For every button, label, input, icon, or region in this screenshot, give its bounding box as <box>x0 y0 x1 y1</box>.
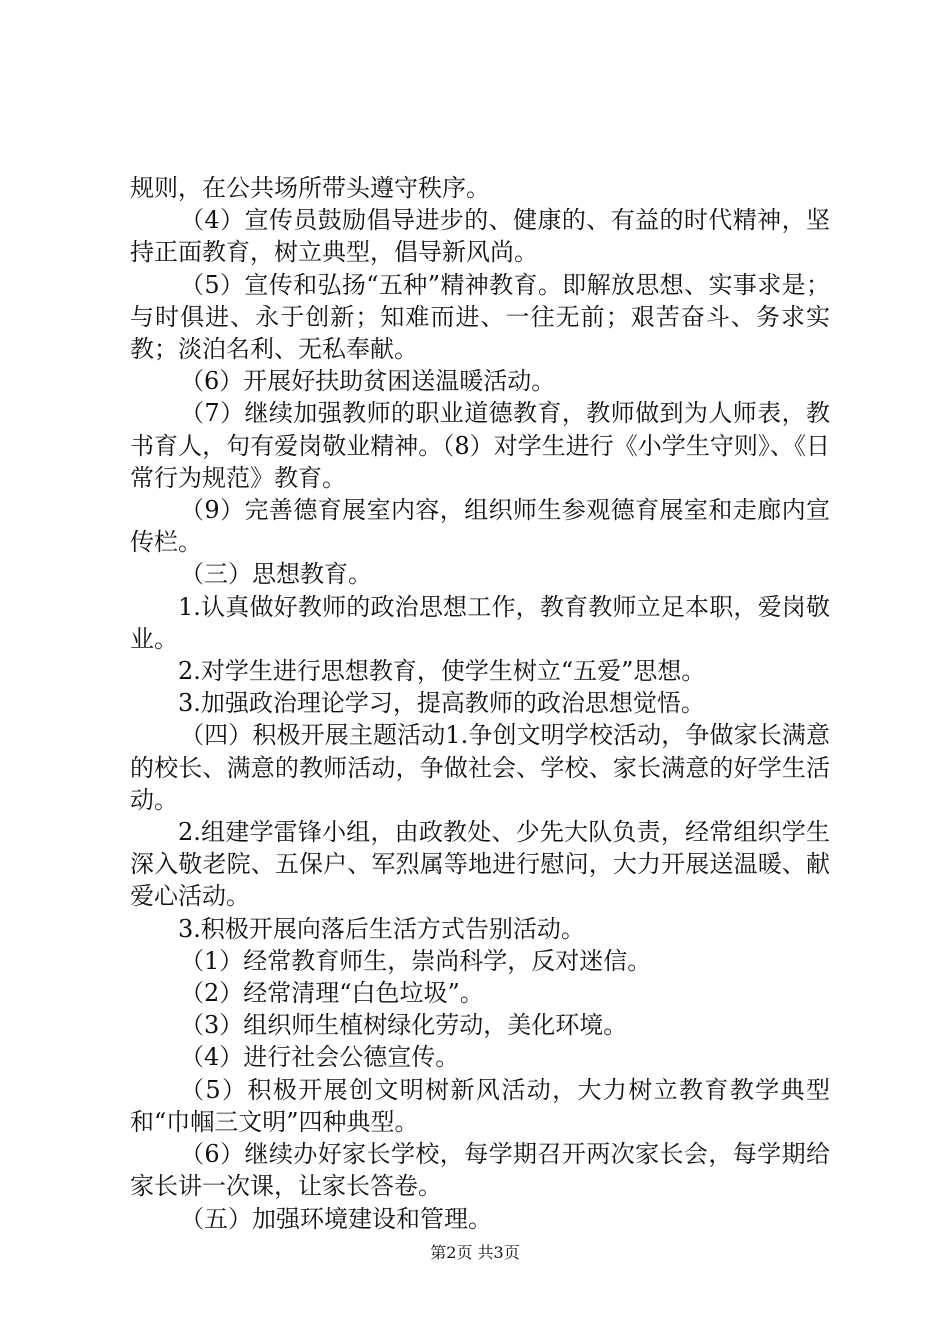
paragraph-4-3: 3.积极开展向落后生活方式告别活动。 <box>178 914 585 943</box>
paragraph-item-9: （9）完善德育展室内容，组织师生参观德育展室和走廊内宣传栏。 <box>130 496 830 557</box>
paragraph-3-1: 1.认真做好教师的政治思想工作，教育教师立足本职，爱岗敬业。 <box>130 592 830 653</box>
section-heading-5: （五）加强环境建设和管理。 <box>180 1204 492 1233</box>
paragraph-item-7-8: （7）继续加强教师的职业道德教育，教师做到为人师表，教书育人，句有爱岗敬业精神。（8）对学生进行《小学生守则》、《日常行为规范》教育。 <box>130 399 830 492</box>
page-number: 第2页 共3页 <box>430 1243 520 1262</box>
paragraph-4-3-5: （5）积极开展创文明树新风活动，大力树立教育教学典型和“巾帼三文明”四种典型。 <box>130 1075 830 1136</box>
section-heading-4: （四）积极开展主题活动1.争创文明学校活动，争做家长满意的校长、满意的教师活动，争做社会、学校、家长满意的好学生活动。 <box>130 721 830 814</box>
paragraph-4-2: 2.组建学雷锋小组，由政教处、少先大队负责，经常组织学生深入敬老院、五保户、军烈属等地进行慰问，大力开展送温暖、献爱心活动。 <box>130 818 830 911</box>
paragraph-4-3-2: （2）经常清理“白色垃圾”。 <box>180 979 484 1008</box>
paragraph-3-2: 2.对学生进行思想教育，使学生树立“五爱”思想。 <box>178 657 706 686</box>
paragraph-item-5: （5）宣传和弘扬“五种”精神教育。即解放思想、实事求是；与时俱进、永于创新；知难而进、一往无前；艰苦奋斗、务求实教；淡泊名利、无私奉献。 <box>130 270 830 364</box>
paragraph-item-6: （6）开展好扶助贫困送温暖活动。 <box>180 367 556 396</box>
section-heading-3: （三）思想教育。 <box>180 560 372 589</box>
paragraph-4-3-6: （6）继续办好家长学校，每学期召开两次家长会，每学期给家长讲一次课，让家长答卷。 <box>130 1140 830 1201</box>
paragraph-item-4: （4）宣传员鼓励倡导进步的、健康的、有益的时代精神，坚持正面教育，树立典型，倡导新风尚。 <box>130 206 830 267</box>
document-body <box>130 172 830 1235</box>
paragraph-continuation: 规则，在公共场所带头遵守秩序。 <box>130 174 490 202</box>
paragraph-3-3: 3.加强政治理论学习，提高教师的政治思想觉悟。 <box>178 689 705 718</box>
paragraph-4-3-3: （3）组织师生植树绿化劳动，美化环境。 <box>180 1011 628 1040</box>
paragraph-4-3-4: （4）进行社会公德宣传。 <box>180 1043 460 1072</box>
paragraph-4-3-1: （1）经常教育师生，崇尚科学，反对迷信。 <box>180 946 652 975</box>
